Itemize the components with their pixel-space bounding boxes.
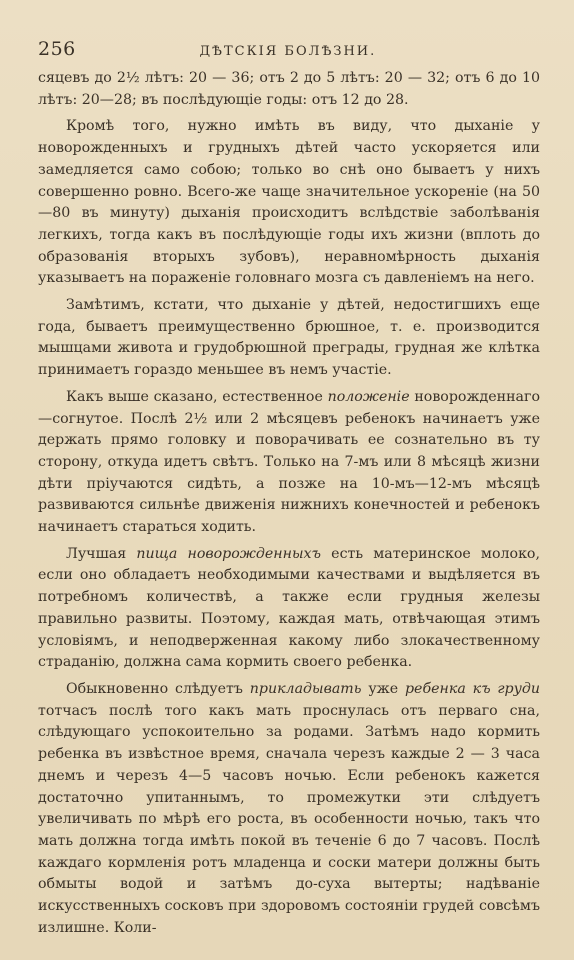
body-text <box>38 68 540 939</box>
paragraph-2: Кромѣ того, нужно имѣть въ виду, что дыханіе у новорожденныхъ и грудныхъ дѣтей часто ускоряется или замедляется само собою; только во снѣ оно бываетъ у нихъ совершенно ровно. Всего-же чаще значительное ускореніе (на 50—80 въ минуту) дыханія происходитъ вслѣдствіе заболѣванія легкихъ, тогда какъ въ послѣдующіе годы ихъ жизни (вплоть до образованія вторыхъ зубовъ), неравномѣрность дыханія указываетъ на пораженіе головнаго мозга съ давленіемъ на него. <box>38 118 540 287</box>
paragraph-6: Обыкновенно слѣдуетъ прикладывать уже ребенка къ груди тотчасъ послѣ того какъ мать проснулась отъ перваго сна, слѣдующаго успокоительно за родами. Затѣмъ надо кормить ребенка въ извѣстное время, сначала черезъ каждые 2 — 3 часа днемъ и черезъ 4—5 часовъ ночью. Если ребенокъ кажется достаточно упитаннымъ, то промежутки эти слѣдуетъ увеличивать по мѣрѣ его роста, въ особенности ночью, такъ что мать должна тогда имѣть покой въ теченіе 6 до 7 часовъ. Послѣ каждаго кормленія ротъ младенца и соски матери должны быть обмыты водой и затѣмъ до-суха вытерты; надѣваніе искусственныхъ сосковъ при здоровомъ состояніи грудей совсѣмъ излишне. Коли- <box>38 680 540 936</box>
page-number: 256 <box>38 38 76 60</box>
italic-term: ребенка къ груди <box>404 680 540 697</box>
paragraph-3: Замѣтимъ, кстати, что дыханіе у дѣтей, недостигшихъ еще года, бываетъ преимущественно брюшное, т. е. производится мышцами живота и грудобрюшной преграды, грудная же клѣтка принимаетъ гораздо меньшее въ немъ участіе. <box>38 297 540 379</box>
page-header <box>38 38 540 68</box>
italic-term: положеніе <box>327 388 410 405</box>
italic-term: пища новорожденныхъ <box>136 545 321 562</box>
paragraph-4: Какъ выше сказано, естественное положеніе новорожденнаго—согнутое. Послѣ 2½ или 2 мѣсяцевъ ребенокъ начинаетъ уже держать прямо головку и поворачивать ее сознательно въ ту сторону, откуда идетъ свѣтъ. Только на 7-мъ или 8 мѣсяцѣ жизни дѣти пріучаются сидѣть, а позже на 10-мъ—12-мъ мѣсяцѣ развиваются сильнѣе движенія нижнихъ конечностей и ребенокъ начинаетъ стараться ходить. <box>38 388 540 536</box>
italic-term: прикладывать <box>249 680 362 697</box>
paragraph-1: сяцевъ до 2½ лѣтъ: 20 — 36; отъ 2 до 5 лѣтъ: 20 — 32; отъ 6 до 10 лѣтъ: 20—28; въ послѣдующіе годы: отъ 12 до 28. <box>38 70 540 108</box>
paragraph-5: Лучшая пища новорожденныхъ есть материнское молоко, если оно обладаетъ необходимыми качествами и выдѣляется въ потребномъ количествѣ, а также если грудныя железы правильно развиты. Поэтому, каждая мать, отвѣчающая этимъ условіямъ, и неподверженная какому либо злокачественному страданію, должна сама кормить своего ребенка. <box>38 545 540 671</box>
running-title: ДѢТСКІЯ БОЛѢЗНИ. <box>199 44 377 59</box>
